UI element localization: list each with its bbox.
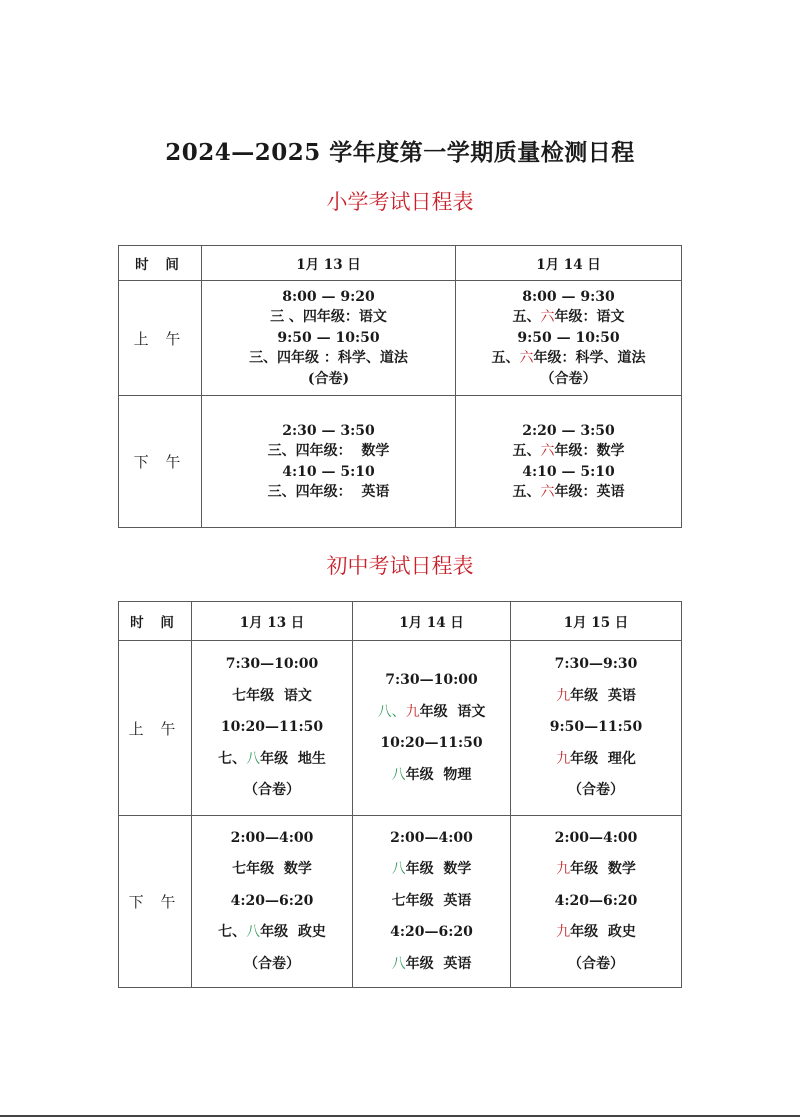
schedule-line <box>202 348 455 369</box>
schedule-text: 4:20—6:20 <box>230 892 314 909</box>
schedule-cell <box>353 641 511 816</box>
grade-highlight-red: 九 <box>556 861 571 878</box>
document-title: 2024—2025 学年度第一学期质量检测日程 <box>165 139 635 166</box>
schedule-text: 三、四年级： 数学 <box>267 443 390 459</box>
schedule-text: 年级：英语 <box>554 484 625 500</box>
schedule-text: 七年级 英语 <box>391 892 472 909</box>
schedule-cell <box>511 816 682 988</box>
header-time: 时 间 <box>119 246 202 281</box>
schedule-text: 10:20—11:50 <box>220 719 324 736</box>
schedule-line <box>202 287 455 308</box>
grade-highlight-red: 六 <box>540 443 555 459</box>
header-time: 时 间 <box>119 602 192 641</box>
schedule-text: 七年级 数学 <box>232 861 312 878</box>
schedule-line <box>511 775 681 807</box>
table-row-morning <box>119 641 682 816</box>
schedule-line <box>202 307 455 328</box>
table-row-afternoon <box>119 816 682 988</box>
schedule-text: 7:30—10:00 <box>385 672 478 688</box>
grade-highlight-green: 八 <box>246 750 261 767</box>
schedule-text: 七年级 语文 <box>232 687 312 704</box>
schedule-line <box>511 949 681 981</box>
schedule-line <box>192 823 352 855</box>
grade-highlight-green: 八 <box>391 766 406 783</box>
schedule-line <box>511 823 681 855</box>
schedule-text: 年级 数学 <box>570 861 636 878</box>
schedule-cell <box>456 281 682 396</box>
schedule-line <box>192 854 352 886</box>
table-row-morning <box>119 281 682 396</box>
schedule-text: 4:20—6:20 <box>390 924 473 941</box>
schedule-line <box>456 421 681 442</box>
schedule-cell <box>192 816 353 988</box>
schedule-line <box>353 697 510 729</box>
schedule-line <box>192 775 352 807</box>
grade-highlight-green: 八 <box>391 955 406 972</box>
schedule-text: 五、 <box>512 484 541 500</box>
schedule-line <box>353 886 510 918</box>
schedule-text: 年级 政史 <box>570 924 636 941</box>
header-day: 1月 14 日 <box>456 246 682 281</box>
schedule-text: 三、四年级 ：科学、道法 <box>249 350 408 367</box>
schedule-line <box>511 886 681 918</box>
schedule-line <box>456 307 681 328</box>
schedule-cell <box>192 641 353 816</box>
schedule-text: 9:50—11:50 <box>549 719 643 736</box>
schedule-line <box>456 369 681 390</box>
primary-schedule-table <box>118 245 682 528</box>
schedule-text: 年级 英语 <box>405 955 472 972</box>
schedule-line <box>353 728 510 760</box>
schedule-text: 8:00 — 9:30 <box>522 288 615 305</box>
schedule-line <box>511 649 681 681</box>
schedule-text: (合卷) <box>307 370 350 387</box>
schedule-text: 9:50 — 10:50 <box>277 329 380 346</box>
schedule-text: 8:00 — 9:20 <box>282 288 375 305</box>
period-label: 上 午 <box>119 641 192 816</box>
schedule-text: （合卷） <box>244 955 300 972</box>
schedule-line <box>353 917 510 949</box>
schedule-text: 三 、四年级：语文 <box>270 309 387 326</box>
table-header-row <box>119 246 682 281</box>
schedule-text: 2:00—4:00 <box>230 829 314 846</box>
schedule-text: 7:30—9:30 <box>554 656 638 673</box>
grade-highlight-red: 九 <box>405 703 420 720</box>
schedule-text: 9:50 — 10:50 <box>517 329 620 346</box>
schedule-line <box>192 917 352 949</box>
grade-highlight-red: 六 <box>540 309 555 326</box>
schedule-line <box>511 744 681 776</box>
schedule-line <box>511 854 681 886</box>
schedule-line <box>456 348 681 369</box>
schedule-line <box>353 854 510 886</box>
schedule-line <box>511 681 681 713</box>
schedule-text: 五、 <box>512 443 541 459</box>
schedule-text: 2:00—4:00 <box>390 829 473 846</box>
schedule-text: （合卷） <box>568 955 624 972</box>
schedule-text: 年级 政史 <box>260 924 326 941</box>
schedule-line <box>456 462 681 483</box>
schedule-text: 年级 英语 <box>570 687 636 704</box>
schedule-text: 年级：语文 <box>554 309 625 326</box>
schedule-line <box>511 917 681 949</box>
schedule-text: 2:30 — 3:50 <box>282 422 375 439</box>
schedule-line <box>202 441 455 462</box>
period-label: 上 午 <box>119 281 202 396</box>
grade-highlight-green: 八 <box>246 924 261 941</box>
schedule-line <box>511 712 681 744</box>
schedule-text: 五、 <box>512 309 541 326</box>
schedule-text: 年级：数学 <box>554 443 625 459</box>
header-day: 1月 15 日 <box>511 602 682 641</box>
schedule-line <box>456 441 681 462</box>
schedule-text: 年级 数学 <box>405 861 472 878</box>
schedule-text: 年级 理化 <box>570 750 636 767</box>
grade-highlight-red: 九 <box>556 687 571 704</box>
grade-highlight-green: 八 <box>391 861 406 878</box>
schedule-text: 年级 物理 <box>405 766 472 783</box>
schedule-line <box>192 886 352 918</box>
middle-schedule-table <box>118 601 682 988</box>
middle-schedule-heading: 初中考试日程表 <box>326 554 474 578</box>
schedule-text: （合卷） <box>540 370 597 387</box>
schedule-text: 4:20—6:20 <box>554 892 638 909</box>
schedule-text: 三、四年级： 英语 <box>267 484 390 500</box>
schedule-text: 五、 <box>491 350 520 367</box>
schedule-line <box>192 949 352 981</box>
grade-highlight-red: 六 <box>540 484 555 500</box>
schedule-text: 2:20 — 3:50 <box>522 422 615 439</box>
schedule-line <box>202 462 455 483</box>
grade-highlight-green: 八、 <box>377 703 406 720</box>
schedule-text: 4:10 — 5:10 <box>522 463 615 480</box>
schedule-cell <box>353 816 511 988</box>
grade-highlight-red: 六 <box>519 350 534 367</box>
schedule-text: 4:10 — 5:10 <box>282 463 375 480</box>
header-day: 1月 14 日 <box>353 602 511 641</box>
schedule-text: 七、 <box>218 750 247 767</box>
schedule-cell <box>511 641 682 816</box>
schedule-line <box>192 649 352 681</box>
schedule-line <box>456 287 681 308</box>
period-label: 下 午 <box>119 816 192 988</box>
schedule-line <box>353 949 510 981</box>
schedule-line <box>456 328 681 349</box>
schedule-line <box>202 369 455 390</box>
schedule-cell <box>202 281 456 396</box>
schedule-text: 10:20—11:50 <box>380 735 483 751</box>
schedule-text: 2:00—4:00 <box>554 829 638 846</box>
schedule-text: （合卷） <box>568 782 624 799</box>
table-header-row <box>119 602 682 641</box>
table-row-afternoon <box>119 396 682 528</box>
header-day: 1月 13 日 <box>202 246 456 281</box>
schedule-line <box>192 744 352 776</box>
schedule-line <box>202 482 455 503</box>
schedule-line <box>192 681 352 713</box>
schedule-line <box>192 712 352 744</box>
schedule-line <box>353 665 510 697</box>
schedule-text: 7:30—10:00 <box>225 656 319 673</box>
primary-schedule-heading: 小学考试日程表 <box>326 190 474 214</box>
schedule-text: 年级 语文 <box>419 703 486 720</box>
period-label: 下 午 <box>119 396 202 528</box>
grade-highlight-red: 九 <box>556 750 571 767</box>
schedule-cell <box>456 396 682 528</box>
schedule-line <box>456 482 681 503</box>
schedule-text: 年级：科学、道法 <box>533 350 646 367</box>
schedule-line <box>202 328 455 349</box>
header-day: 1月 13 日 <box>192 602 353 641</box>
schedule-line <box>353 823 510 855</box>
schedule-cell <box>202 396 456 528</box>
schedule-text: 七、 <box>218 924 247 941</box>
schedule-line <box>202 421 455 442</box>
schedule-text: （合卷） <box>244 782 300 799</box>
schedule-text: 年级 地生 <box>260 750 326 767</box>
schedule-line <box>353 760 510 792</box>
grade-highlight-red: 九 <box>556 924 571 941</box>
